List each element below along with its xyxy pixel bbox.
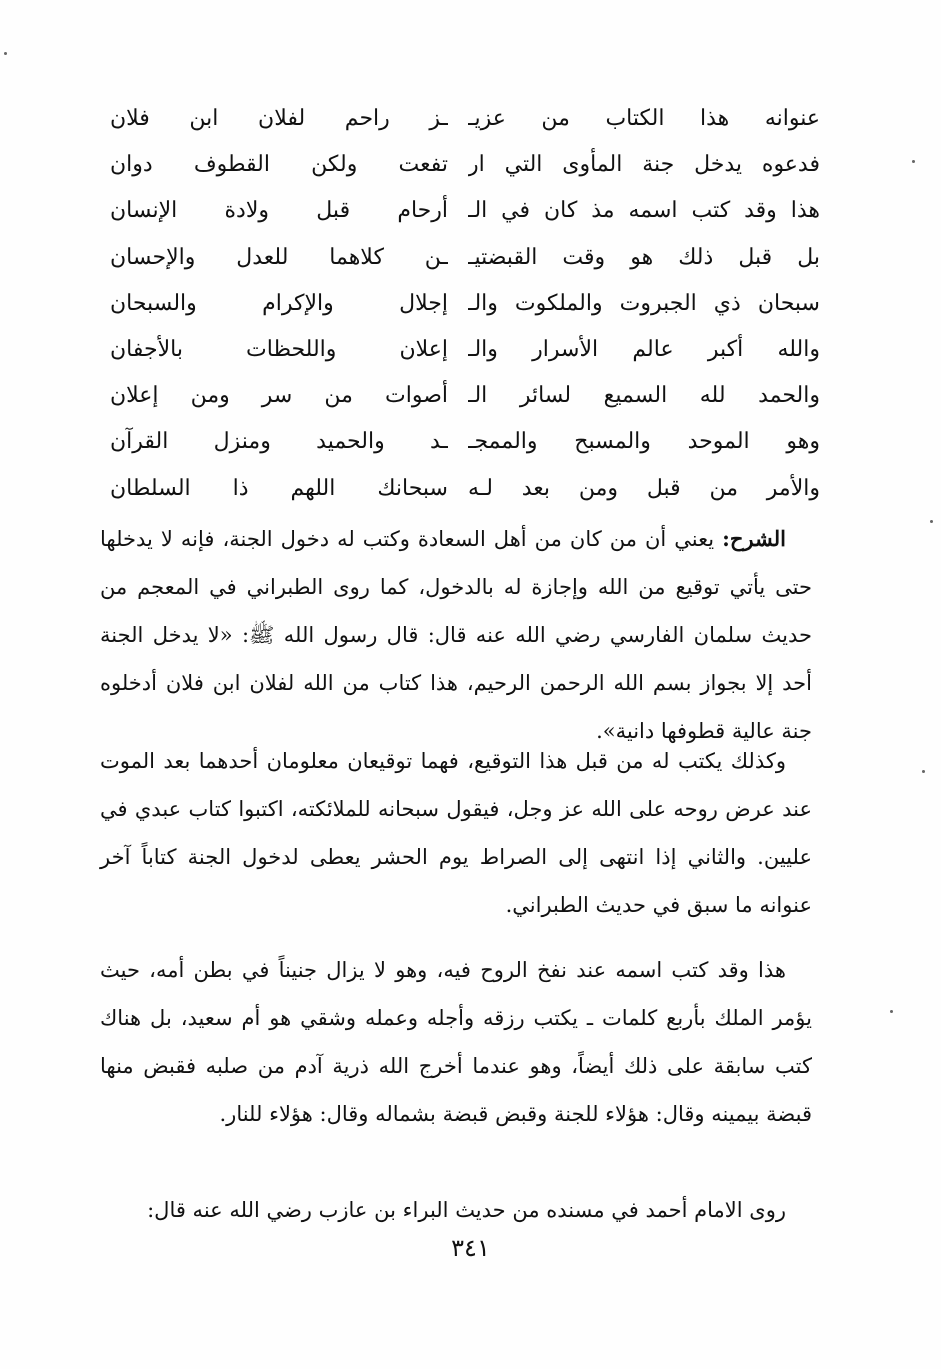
verse-hemistich: ـن كلاهما للعدل والإحسان [110,244,448,270]
scan-speck [912,160,915,163]
verse-hemistich: هذا وقد كتب اسمه مذ كان في الـ [468,198,820,224]
verse-hemistich: إجلال والإكرام والسبحان [110,290,448,316]
page-number: ٣٤١ [451,1234,490,1262]
poem-right-column [468,96,820,512]
commentary-paragraph [100,1186,812,1234]
scan-speck [890,1010,893,1013]
verse-hemistich: إعلان واللحظات بالأجفان [110,336,448,362]
commentary-paragraph [100,737,812,929]
poem-verses [100,96,820,501]
verse-hemistich: أرحام قبل ولادة الإنسان [110,198,448,224]
verse-hemistich: والأمر من قبل ومن بعد لـه [468,475,820,501]
verse-hemistich: سبحان ذي الجبروت والملكوت والـ [468,290,820,316]
commentary-paragraph [100,946,812,1138]
commentary-text: روى الامام أحمد في مسنده من حديث البراء بن عازب رضي الله عنه قال: [147,1198,786,1222]
verse-hemistich: وهو الموحد والمسبح والممجـ [468,429,820,455]
verse-hemistich: والله أكبر عالم الأسرار والـ [468,336,820,362]
poem-left-column [110,96,448,512]
commentary-text: يعني أن من كان من أهل السعادة وكتب له دخول الجنة، فإنه لا يدخلها حتى يأتي توقيع من الله وإجازة له بالدخول، كما روى الطبراني في المعجم من حديث سلمان الفارسي رضي الله عنه قال: قال رسول الله ﷺ: «لا يدخل الجنة أحد إلا بجواز بسم الله الرحمن الرحيم، هذا كتاب من الله لفلان ابن فلان أدخلوه جنة عالية قطوفها دانية». [100,527,812,743]
verse-hemistich: سبحانك اللهم ذا السلطان [110,475,448,501]
commentary-text: هذا وقد كتب اسمه عند نفخ الروح فيه، وهو لا يزال جنيناً في بطن أمه، حيث يؤمر الملك بأربع كلمات ـ يكتب رزقه وأجله وعمله وشقي هو أم سعيد، بل هناك كتب سابقة على ذلك أيضاً، وهو عندما أخرج الله ذرية آدم من صلبه فقبض منها قبضة بيمينه وقال: هؤلاء للجنة وقبض قبضة بشماله وقال: هؤلاء للنار. [100,958,812,1126]
verse-hemistich: والحمد لله السميع لسائر الـ [468,383,820,409]
verse-hemistich: عنوانه هذا الكتاب من عزيـ [468,106,820,131]
verse-hemistich: فدعوه يدخل جنة المأوى التي ار [468,152,820,178]
verse-hemistich: ـز راحم لفلان ابن فلان [110,106,448,131]
verse-hemistich: ـد والحميد ومنزل القرآن [110,429,448,455]
commentary-paragraph [100,515,812,755]
scan-speck [4,52,7,55]
verse-hemistich: تفعت ولكن القطوف دوان [110,152,448,178]
scan-speck [922,770,925,773]
scan-speck [930,520,933,523]
verse-hemistich: أصوات من سر ومن إعلان [110,383,448,409]
verse-hemistich: بل قبل ذلك هو وقت القبضتيـ [468,244,820,270]
commentary-label: الشرح: [722,526,786,551]
commentary-text: وكذلك يكتب له من قبل هذا التوقيع، فهما توقيعان معلومان أحدهما بعد الموت عند عرض روحه على الله عز وجل، فيقول سبحانه للملائكته، اكتبوا كتاب عبدي في عليين. والثاني إذا انتهى إلى الصراط يوم الحشر يعطى لدخول الجنة كتاباً آخر عنوانه ما سبق في حديث الطبراني. [100,749,812,917]
